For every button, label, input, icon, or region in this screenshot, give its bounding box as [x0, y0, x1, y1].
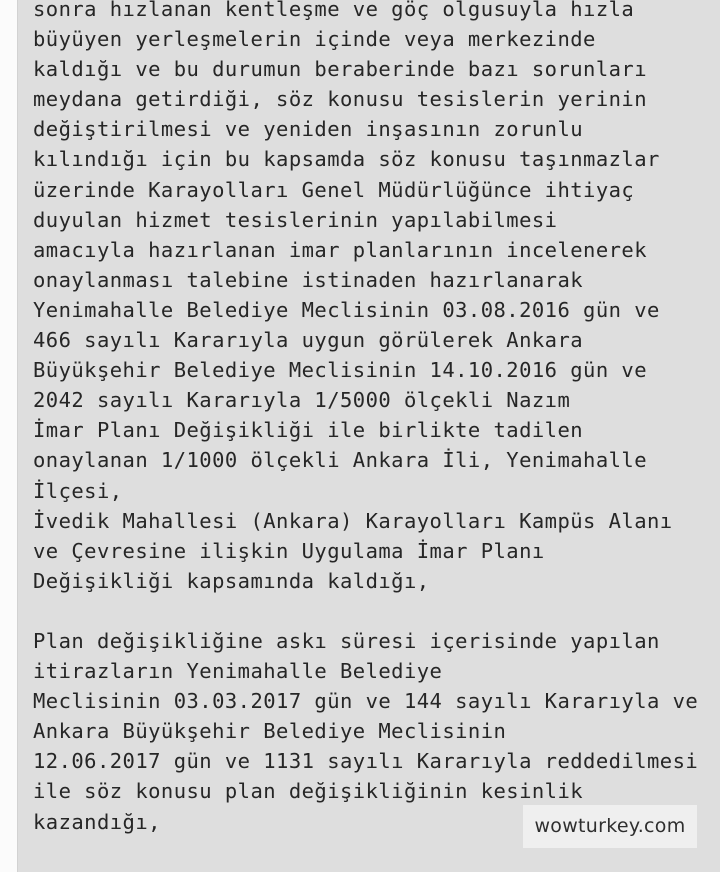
text-line: itirazların Yenimahalle Belediye — [33, 659, 443, 684]
text-line: İvedik Mahallesi (Ankara) Karayolları Kampüs Alanı — [33, 508, 673, 533]
text-line: değiştirilmesi ve yeniden inşasının zorunlu — [33, 117, 584, 142]
text-line: amacıyla hazırlanan imar planlarının incelenerek — [33, 237, 648, 262]
text-line: İlçesi, — [33, 478, 123, 503]
text-line: 2042 sayılı Kararıyla 1/5000 ölçekli Nazım — [33, 388, 571, 413]
text-line: Ankara Büyükşehir Belediye Meclisinin — [33, 719, 507, 744]
text-line: onaylanması talebine istinaden hazırlanarak — [33, 267, 584, 292]
paragraph-spacer — [33, 596, 720, 626]
text-line: kaldığı ve bu durumun beraberinde bazı sorunları — [33, 57, 648, 82]
text-line: İmar Planı Değişikliği ile birlikte tadilen — [33, 418, 584, 443]
text-line: kılındığı için bu kapsamda söz konusu taşınmazlar — [33, 147, 660, 172]
document-text — [33, 0, 720, 837]
text-line: Meclisinin 03.03.2017 gün ve 144 sayılı Kararıyla ve — [33, 689, 699, 714]
text-line: Değişikliği kapsamında kaldığı, — [33, 568, 430, 593]
text-line: büyüyen yerleşmelerin içinde veya merkezinde — [33, 27, 596, 52]
page-margin — [0, 0, 17, 872]
text-line: Yenimahalle Belediye Meclisinin 03.08.2016 gün ve — [33, 297, 660, 322]
text-line: duyulan hizmet tesislerinin yapılabilmesi — [33, 207, 558, 232]
document-panel — [17, 0, 720, 872]
text-line: onaylanan 1/1000 ölçekli Ankara İli, Yenimahalle — [33, 448, 648, 473]
text-line: 466 sayılı Kararıyla uygun görülerek Ankara — [33, 328, 584, 353]
text-line: Plan değişikliğine askı süresi içerisinde yapılan — [33, 628, 660, 653]
text-line: ve Çevresine ilişkin Uygulama İmar Planı — [33, 538, 545, 563]
text-line: meydana getirdiği, söz konusu tesislerin yerinin — [33, 87, 648, 112]
text-line: ile söz konusu plan değişikliğinin kesinlik — [33, 779, 584, 804]
text-line: 12.06.2017 gün ve 1131 sayılı Kararıyla reddedilmesi — [33, 749, 699, 774]
watermark: wowturkey.com — [523, 805, 697, 848]
text-line: sonra hızlanan kentleşme ve göç olgusuyla hızla — [33, 0, 635, 21]
text-line: kazandığı, — [33, 809, 161, 834]
text-line: Büyükşehir Belediye Meclisinin 14.10.2016 gün ve — [33, 358, 648, 383]
text-line: üzerinde Karayolları Genel Müdürlüğünce ihtiyaç — [33, 177, 635, 202]
